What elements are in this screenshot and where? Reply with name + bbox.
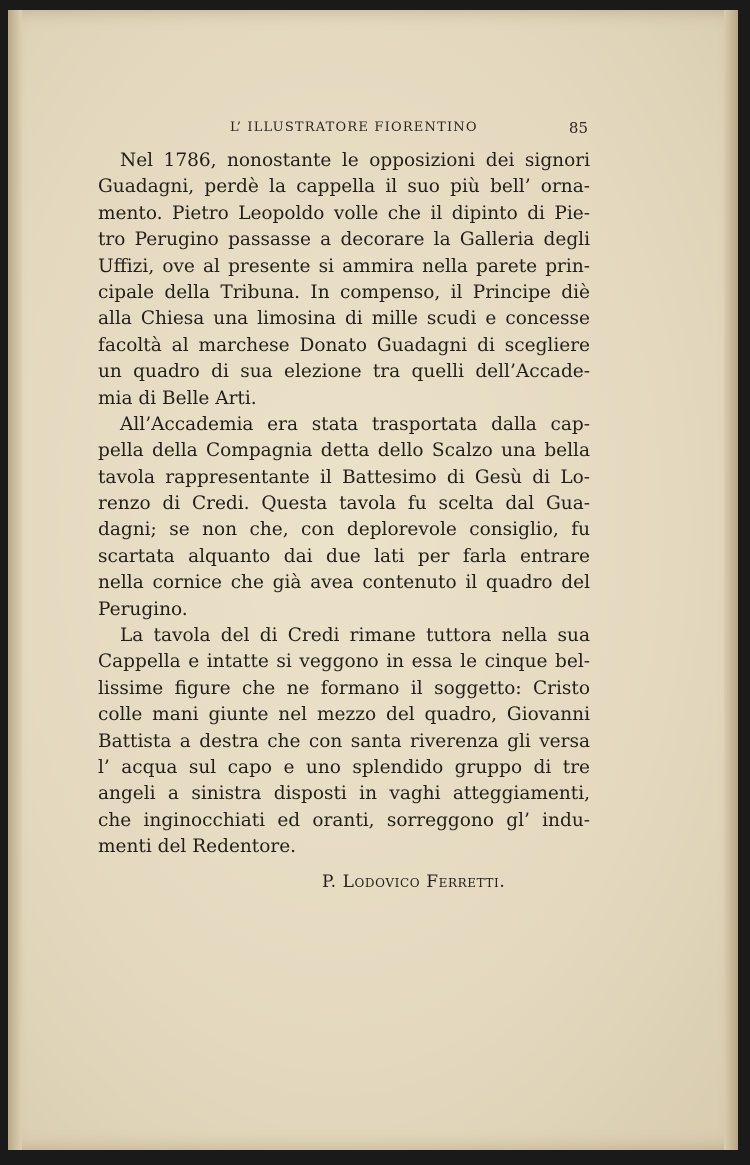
text-line: tro Perugino passasse a decorare la Galleria degli <box>98 229 590 251</box>
text-line: Cappella e intatte si veggono in essa le cinque bel- <box>98 651 590 673</box>
text-line: cipale della Tribuna. In compenso, il Principe diè <box>98 281 590 303</box>
text-line: scartata alquanto dai due lati per farla entrare <box>98 545 590 567</box>
text-line: mia di Belle Arti. <box>98 387 257 409</box>
author-signature: P. Lodovico Ferretti. <box>322 872 506 892</box>
text-line: mento. Pietro Leopoldo volle che il dipinto di Pie- <box>98 202 590 224</box>
text-line: angeli a sinistra disposti in vaghi atteggiamenti, <box>98 783 590 805</box>
text-line: menti del Redentore. <box>98 836 297 858</box>
text-line: Uffizi, ove al presente si ammira nella parete prin- <box>98 255 590 277</box>
text-line: un quadro di sua elezione tra quelli dell’Accade- <box>98 361 590 383</box>
text-line: Perugino. <box>98 598 188 620</box>
page-edge <box>724 10 738 1150</box>
text-line: All’Accademia era stata trasportata dalla cap- <box>120 413 590 435</box>
text-line: alla Chiesa una limosina di mille scudi e concesse <box>98 308 590 330</box>
text-line: Guadagni, perdè la cappella il suo più bell’ orna- <box>98 176 590 198</box>
text-line: La tavola del di Credi rimane tuttora nella sua <box>120 625 590 647</box>
text-line: Battista a destra che con santa riverenza gli versa <box>98 730 590 752</box>
running-title: L’ ILLUSTRATORE FIORENTINO <box>230 120 478 135</box>
text-line: renzo di Credi. Questa tavola fu scelta dal Gua- <box>98 493 590 515</box>
text-line: colle mani giunte nel mezzo del quadro, Giovanni <box>98 704 590 726</box>
running-head <box>100 120 594 140</box>
page-spine-shadow <box>8 10 22 1150</box>
text-line: lissime figure che ne formano il soggetto: Cristo <box>98 677 590 699</box>
text-line: Nel 1786, nonostante le opposizioni dei signori <box>120 150 590 171</box>
text-line: tavola rappresentante il Battesimo di Gesù di Lo- <box>98 466 590 488</box>
text-line: l’ acqua sul capo e uno splendido gruppo di tre <box>98 756 590 778</box>
text-line: nella cornice che già avea contenuto il quadro del <box>98 572 590 594</box>
page-number: 85 <box>568 119 588 137</box>
text-line: facoltà al marchese Donato Guadagni di scegliere <box>98 334 590 356</box>
text-line: che inginocchiati ed oranti, sorreggono gl’ indu- <box>98 809 590 831</box>
body-text <box>98 148 590 861</box>
text-line: pella della Compagnia detta dello Scalzo una bella <box>98 440 590 462</box>
text-line: dagni; se non che, con deplorevole consiglio, fu <box>98 519 590 541</box>
